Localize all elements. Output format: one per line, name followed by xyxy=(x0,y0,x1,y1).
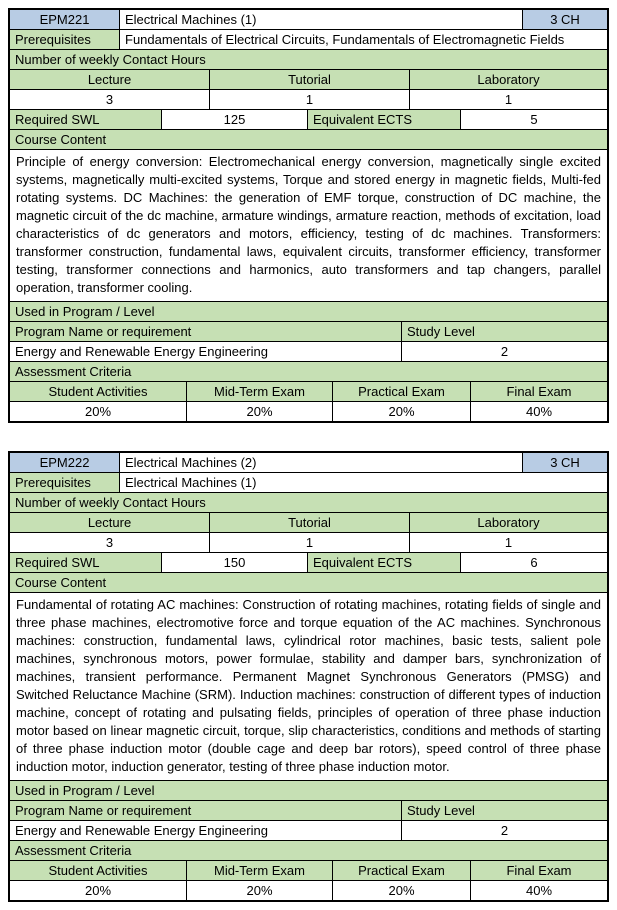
course-content-row xyxy=(10,593,607,781)
tutorial-column-header: Tutorial xyxy=(210,513,410,532)
prerequisites-value: Electrical Machines (1) xyxy=(125,475,257,490)
program-level-labels-row xyxy=(10,801,607,821)
assessment-value-final-exam: 40% xyxy=(525,883,553,898)
course-title: Electrical Machines (2) xyxy=(120,453,523,472)
assessment-header-mid-term-exam: Mid-Term Exam xyxy=(187,382,333,401)
study-level-value: 2 xyxy=(500,823,509,838)
course-code: EPM222 xyxy=(10,453,120,472)
assessment-header-final-exam: Final Exam xyxy=(471,861,607,880)
course-header-row xyxy=(10,10,607,30)
assessment-value-practical-exam: 20% xyxy=(333,402,471,421)
program-level-values-row xyxy=(10,821,607,841)
study-level-label: Study Level xyxy=(402,322,607,341)
swl-ects-row xyxy=(10,553,607,573)
prerequisites-label: Prerequisites xyxy=(10,30,120,49)
assessment-header-row xyxy=(10,841,607,861)
assessment-header-student-activities: Student Activities xyxy=(10,861,187,880)
assessment-criteria-header: Assessment Criteria xyxy=(10,841,607,860)
contact-hours-header-row xyxy=(10,493,607,513)
program-name-label: Program Name or requirement xyxy=(10,322,402,341)
assessment-header-practical-exam: Practical Exam xyxy=(333,382,471,401)
program-name-value: Energy and Renewable Energy Engineering xyxy=(10,342,402,361)
assessment-header-mid-term-exam: Mid-Term Exam xyxy=(187,861,333,880)
study-level-label: Study Level xyxy=(402,801,607,820)
equivalent-ects-value: 6 xyxy=(530,555,538,570)
contact-hours-header: Number of weekly Contact Hours xyxy=(10,50,607,69)
assessment-header-practical-exam: Practical Exam xyxy=(333,861,471,880)
study-level-value: 2 xyxy=(500,344,509,359)
used-in-program-header-row xyxy=(10,781,607,801)
course-content-header-row xyxy=(10,130,607,150)
program-name-value: Energy and Renewable Energy Engineering xyxy=(10,821,402,840)
required-swl-value: 150 xyxy=(162,553,308,572)
assessment-header-student-activities: Student Activities xyxy=(10,382,187,401)
used-in-program-header: Used in Program / Level xyxy=(10,781,607,800)
assessment-header-final-exam: Final Exam xyxy=(471,382,607,401)
contact-hours-header: Number of weekly Contact Hours xyxy=(10,493,607,512)
assessment-value-mid-term-exam: 20% xyxy=(187,402,333,421)
course-content-header: Course Content xyxy=(10,573,607,592)
assessment-criteria-header: Assessment Criteria xyxy=(10,362,607,381)
laboratory-hours: 1 xyxy=(504,535,513,550)
program-name-label: Program Name or requirement xyxy=(10,801,402,820)
assessment-value-mid-term-exam: 20% xyxy=(187,881,333,900)
contact-hours-labels-row xyxy=(10,513,607,533)
credit-hours-badge: 3 CH xyxy=(523,10,607,29)
assessment-values-row xyxy=(10,881,607,900)
course-title: Electrical Machines (1) xyxy=(120,10,523,29)
required-swl-value: 125 xyxy=(162,110,308,129)
contact-hours-values-row xyxy=(10,90,607,110)
course-content-header: Course Content xyxy=(10,130,607,149)
lecture-hours: 3 xyxy=(10,533,210,552)
course-code: EPM221 xyxy=(10,10,120,29)
used-in-program-header: Used in Program / Level xyxy=(10,302,607,321)
assessment-header-row xyxy=(10,362,607,382)
swl-ects-row xyxy=(10,110,607,130)
lecture-column-header: Lecture xyxy=(10,513,210,532)
equivalent-ects-label: Equivalent ECTS xyxy=(308,553,461,572)
course-content-text: Principle of energy conversion: Electromechanical energy conversion, magnetically single excited systems, magnetically multi-excited systems, Torque and stored energy in magnetic fields, Multi-fed rotating systems. DC Machines: the generation of EMF torque, construction of DC machine, the magnetic circuit of the dc machine, armature windings, armature reaction, methods of excitation, load characteristics of dc generators and motors, efficiency, testing of dc machines. Transformers: transformer construction, fundamental laws, equivalent circuits, transformer efficiency, transformer testing, transformer connections and harmonics, auto transformers and tap changers, parallel operation, transformer cooling. xyxy=(16,154,601,295)
assessment-value-final-exam: 40% xyxy=(525,404,553,419)
contact-hours-labels-row xyxy=(10,70,607,90)
prerequisites-label: Prerequisites xyxy=(10,473,120,492)
required-swl-label: Required SWL xyxy=(10,110,162,129)
course-content-header-row xyxy=(10,573,607,593)
laboratory-column-header: Laboratory xyxy=(410,513,607,532)
assessment-labels-row xyxy=(10,382,607,402)
laboratory-column-header: Laboratory xyxy=(410,70,607,89)
assessment-value-student-activities: 20% xyxy=(10,881,187,900)
required-swl-label: Required SWL xyxy=(10,553,162,572)
equivalent-ects-label: Equivalent ECTS xyxy=(308,110,461,129)
course-content-row xyxy=(10,150,607,302)
prerequisites-row xyxy=(10,473,607,493)
course-table-epm221 xyxy=(8,8,609,423)
program-level-labels-row xyxy=(10,322,607,342)
lecture-hours: 3 xyxy=(10,90,210,109)
assessment-labels-row xyxy=(10,861,607,881)
tutorial-column-header: Tutorial xyxy=(210,70,410,89)
contact-hours-header-row xyxy=(10,50,607,70)
prerequisites-value: Fundamentals of Electrical Circuits, Fundamentals of Electromagnetic Fields xyxy=(125,32,565,47)
assessment-value-practical-exam: 20% xyxy=(333,881,471,900)
contact-hours-values-row xyxy=(10,533,607,553)
assessment-value-student-activities: 20% xyxy=(10,402,187,421)
course-header-row xyxy=(10,453,607,473)
assessment-values-row xyxy=(10,402,607,421)
credit-hours-badge: 3 CH xyxy=(523,453,607,472)
tutorial-hours: 1 xyxy=(210,90,410,109)
prerequisites-row xyxy=(10,30,607,50)
course-table-epm222 xyxy=(8,451,609,902)
program-level-values-row xyxy=(10,342,607,362)
laboratory-hours: 1 xyxy=(504,92,513,107)
lecture-column-header: Lecture xyxy=(10,70,210,89)
tutorial-hours: 1 xyxy=(210,533,410,552)
equivalent-ects-value: 5 xyxy=(530,112,538,127)
used-in-program-header-row xyxy=(10,302,607,322)
course-content-text: Fundamental of rotating AC machines: Construction of rotating machines, rotating fields of single and three phase machines, electromotive force and torque equation of the AC machines. Synchronous machines: construction, fundamental laws, cylindrical rotor machines, basic tests, salient pole machines, synchronous motors, power formulae, stability and damper bars, synchronization of machines, transient performance. Permanent Magnet Synchronous Generators (PMSG) and Switched Reluctance Machine (SRM). Induction machines: construction of different types of induction machine, concept of rotating and pulsating fields, principles of operation of three phase induction motor based on linear magnetic circuit, torque, slip characteristics, conditions and methods of starting of three phase induction motor (double cage and deep bar rotors), speed control of three phase induction motor, induction generator, testing of three phase induction motor. xyxy=(16,597,601,774)
